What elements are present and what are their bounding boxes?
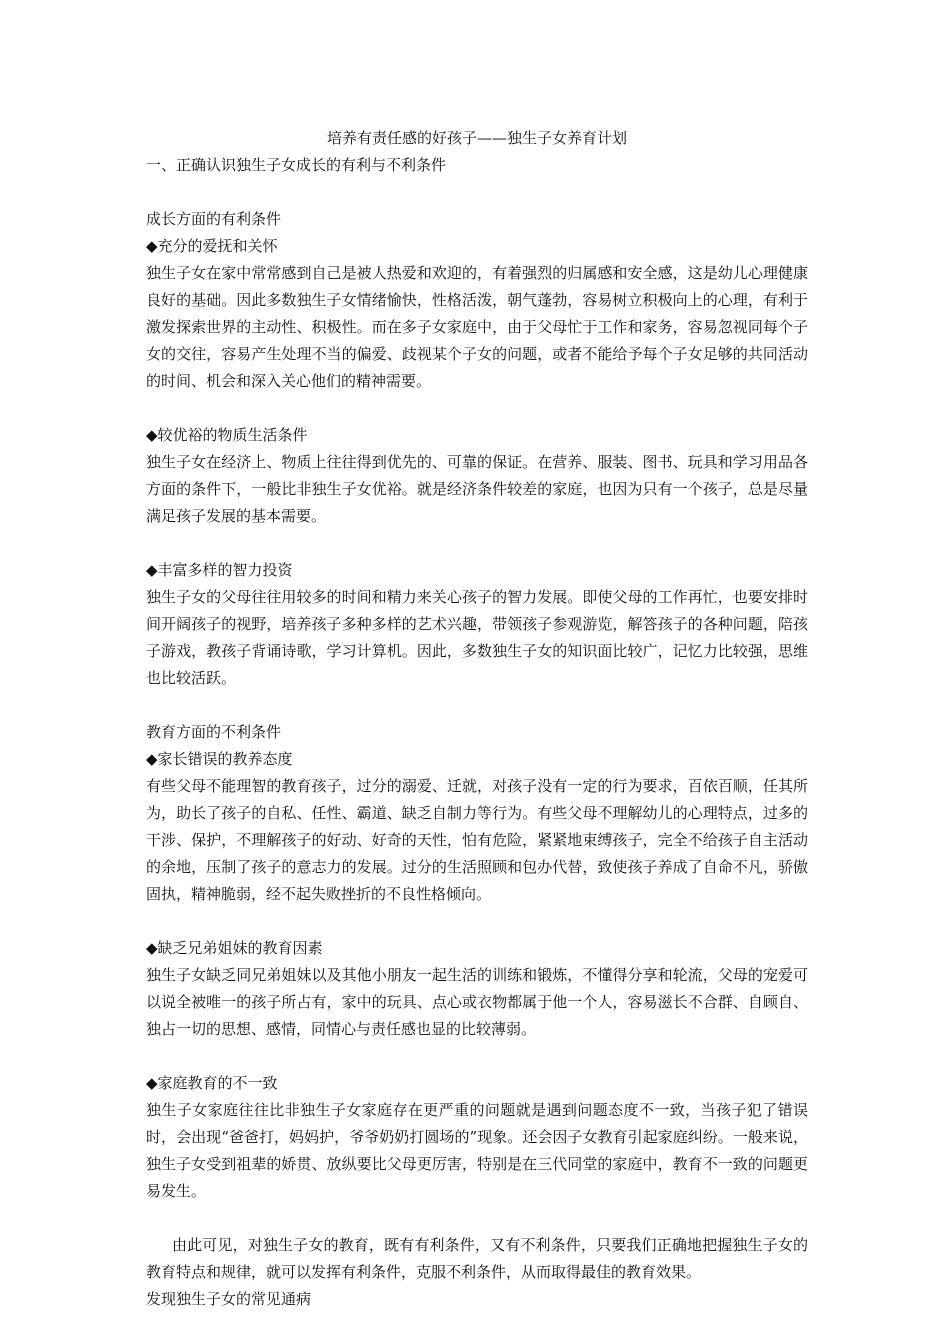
paragraph-love-care: 独生子女在家中常常感到自己是被人热爱和欢迎的，有着强烈的归属感和安全感，这是幼儿心理健康良好的基础。因此多数独生子女情绪愉快，性格活泼，朝气蓬勃，容易树立积极向上的心理，有利于激发探索世界的主动性、积极性。而在多子女家庭中，由于父母忙于工作和家务，容易忽视同每个子女的交往，容易产生处理不当的偏爱、歧视某个子女的问题，或者不能给予每个子女足够的共同活动的时间、机会和深入关心他们的精神需要。 — [146, 264, 808, 390]
paragraph-no-siblings: 独生子女缺乏同兄弟姐妹以及其他小朋友一起生活的训练和锻炼，不懂得分享和轮流，父母的宠爱可以说全被唯一的孩子所占有，家中的玩具、点心或衣物都属于他一个人，容易滋长不合群、自顾自、独占一切的思想、感情，同情心与责任感也显的比较薄弱。 — [146, 966, 808, 1038]
subheading-parenting-attitude: ◆家长错误的教养态度 — [146, 750, 293, 768]
favorable-heading: 成长方面的有利条件 — [146, 210, 282, 228]
spacer — [146, 530, 808, 557]
paragraph-intellectual-investment: 独生子女的父母往往用较多的时间和精力来关心孩子的智力发展。即使父母的工作再忙，也要安排时间开阔孩子的视野，培养孩子多种多样的艺术兴趣，带领孩子参观游览，解答孩子的各种问题，陪孩子游戏，教孩子背诵诗歌，学习计算机。因此，多数独生子女的知识面比较广，记忆力比较强，思维也比较活跃。 — [146, 588, 808, 687]
subheading-inconsistent-education: ◆家庭教育的不一致 — [146, 1074, 278, 1092]
paragraph-parenting-attitude: 有些父母不能理智的教育孩子，过分的溺爱、迁就，对孩子没有一定的行为要求，百依百顺，任其所为，助长了孩子的自私、任性、霸道、缺乏自制力等行为。有些父母不理解幼儿的心理特点，过多的干涉、保护，不理解孩子的好动、好奇的天性，怕有危险，紧紧地束缚孩子，完全不给孩子自主活动的余地，压制了孩子的意志力的发展。过分的生活照顾和包办代替，致使孩子养成了自命不凡，骄傲固执，精神脆弱，经不起失败挫折的不良性格倾向。 — [146, 777, 808, 903]
subheading-no-siblings: ◆缺乏兄弟姐妹的教育因素 — [146, 939, 323, 957]
paragraph-inconsistent-education: 独生子女家庭往往比非独生子女家庭存在更严重的问题就是遇到问题态度不一致，当孩子犯了错误时，会出现“爸爸打，妈妈护，爷爷奶奶打圆场的”现象。还会因子女教育引起家庭纠纷。一般来说，独生子女受到祖辈的娇贯、放纵要比父母更厉害，特别是在三代同堂的家庭中，教育不一致的问题更易发生。 — [146, 1101, 808, 1200]
conclusion-paragraph: 由此可见，对独生子女的教育，既有有利条件，又有不利条件，只要我们正确地把握独生子女的教育特点和规律，就可以发挥有利条件，克服不利条件，从而取得最佳的教育效果。 — [146, 1236, 808, 1281]
spacer — [146, 908, 808, 935]
section-heading: 一、正确认识独生子女成长的有利与不利条件 — [146, 156, 447, 174]
spacer — [146, 1205, 808, 1232]
unfavorable-heading: 教育方面的不利条件 — [146, 723, 282, 741]
spacer — [146, 395, 808, 422]
subheading-material-conditions: ◆较优裕的物质生活条件 — [146, 426, 308, 444]
subheading-intellectual-investment: ◆丰富多样的智力投资 — [146, 561, 293, 579]
next-section-heading: 发现独生子女的常见通病 — [146, 1290, 312, 1308]
document-title: 培养有责任感的好孩子——独生子女养育计划 — [326, 129, 627, 147]
subheading-love-care: ◆充分的爱抚和关怀 — [146, 237, 278, 255]
document-page — [146, 124, 808, 1313]
paragraph-material-conditions: 独生子女在经济上、物质上往往得到优先的、可靠的保证。在营养、服装、图书、玩具和学习用品各方面的条件下，一般比非独生子女优裕。就是经济条件较差的家庭，也因为只有一个孩子，总是尽量满足孩子发展的基本需要。 — [146, 453, 808, 525]
spacer — [146, 1043, 808, 1070]
spacer — [146, 692, 808, 719]
spacer — [146, 179, 808, 206]
